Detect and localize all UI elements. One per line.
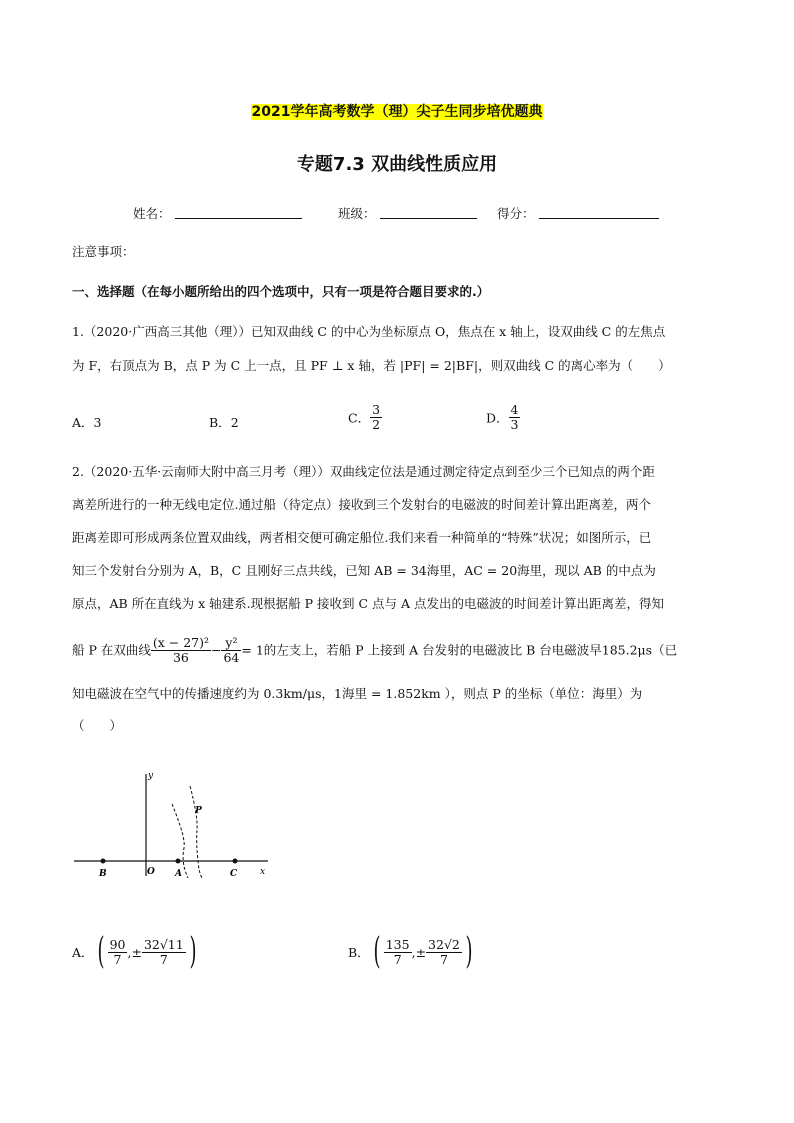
point-p-label: P	[195, 806, 202, 816]
q2-option-b-y: $\frac{32√2}{7}$	[428, 936, 460, 967]
point-b-label: B	[99, 869, 107, 878]
point-c-label: C	[230, 869, 238, 878]
q2-line4: 知三个发射台分别为 A，B，C 且刚好三点共线，已知 AB = 34海里，AC = 20海里，现以 AB 的中点为	[72, 563, 656, 578]
score-label: 得分：	[497, 206, 535, 221]
name-label: 姓名：	[133, 206, 171, 221]
class-field[interactable]	[380, 218, 477, 219]
q2-line3: 距离差即可形成两条位置双曲线，两者相交便可确定船位.我们来看一种简单的“特殊”状况；如图所示，已	[72, 530, 652, 545]
q2-option-b: B． ( $\frac{135}{7}$ ,± $\frac{32√2}{7}$ )	[348, 931, 473, 972]
hyperbola-figure	[72, 766, 282, 878]
q1-option-c-fraction: $\frac{3}{2}$	[372, 402, 381, 432]
hyperbola-right-branch	[190, 786, 202, 878]
q2-equation-term2: $\frac{\text{y²}}{64}$	[223, 635, 240, 665]
page-title: 专题7.3 双曲线性质应用	[296, 154, 498, 175]
q1-option-c: C． $\frac{3}{2}$	[348, 402, 381, 432]
q2-option-a-x: $\frac{90}{7}$	[109, 936, 126, 967]
q1-option-d-fraction: $\frac{4}{3}$	[510, 402, 519, 432]
q1-line2: 为 F，右顶点为 B，点 P 为 C 上一点，且 PF ⊥ x 轴，若 |PF| = 2|BF|，则双曲线 C 的离心率为（ ）	[72, 358, 671, 373]
q1-option-b: B．2	[209, 415, 239, 430]
q2-line2: 离差所进行的一种无线电定位.通过船（待定点）接收到三个发射台的电磁波的时间差计算出距离差，两个	[72, 497, 651, 512]
point-a	[176, 859, 181, 864]
q1-option-a: A．3	[72, 415, 102, 430]
q2-equation-term1: $\frac{\text{(x − 27)²}}{36}$	[152, 635, 209, 665]
q2-line1: 2.（2020·五华·云南师大附中高三月考（理））双曲线定位法是通过测定待定点到至少三个已知点的两个距	[72, 464, 655, 479]
hyperbola-left-branch	[172, 804, 188, 878]
q2-option-a-y: $\frac{32√11}{7}$	[143, 936, 184, 967]
score-field[interactable]	[539, 218, 659, 219]
class-label: 班级：	[338, 206, 376, 221]
q2-line6: 船 P 在双曲线 $\frac{\text{(x − 27)²}}{36}$ − $\frac{\text{y²}}{64}$ = 1的左支上，若船 P 上接到 A 台发射的电磁波比 B 台电磁波早185.2μs（已	[72, 635, 678, 665]
notes-label: 注意事项：	[72, 244, 135, 259]
q2-option-a: A． ( $\frac{90}{7}$ ,± $\frac{32√11}{7}$ )	[72, 931, 197, 972]
series-title	[0, 101, 794, 121]
q2-line7: 知电磁波在空气中的传播速度约为 0.3km/μs，1海里 = 1.852km ），则点 P 的坐标（单位：海里）为	[72, 686, 643, 701]
point-c	[233, 859, 238, 864]
q2-line8: （ ）	[72, 718, 123, 733]
point-b	[101, 859, 106, 864]
q2-line5: 原点，AB 所在直线为 x 轴建系.现根据船 P 接收到 C 点与 A 点发出的电磁波的时间差计算出距离差，得知	[72, 596, 665, 611]
y-axis-label: y	[148, 771, 154, 781]
q2-option-b-x: $\frac{135}{7}$	[385, 936, 410, 967]
x-axis-label: x	[260, 867, 266, 877]
origin-label: O	[147, 867, 155, 877]
section-heading: 一、选择题（在每小题所给出的四个选项中，只有一项是符合题目要求的.）	[72, 284, 490, 299]
q1-line1: 1.（2020·广西高三其他（理））已知双曲线 C 的中心为坐标原点 O，焦点在 x 轴上，设双曲线 C 的左焦点	[72, 324, 666, 339]
series-title-text: 2021学年高考数学（理）尖子生同步培优题典	[251, 104, 543, 120]
name-field[interactable]	[175, 218, 302, 219]
q1-option-d: D． $\frac{4}{3}$	[486, 402, 519, 432]
point-a-label: A	[175, 869, 182, 878]
